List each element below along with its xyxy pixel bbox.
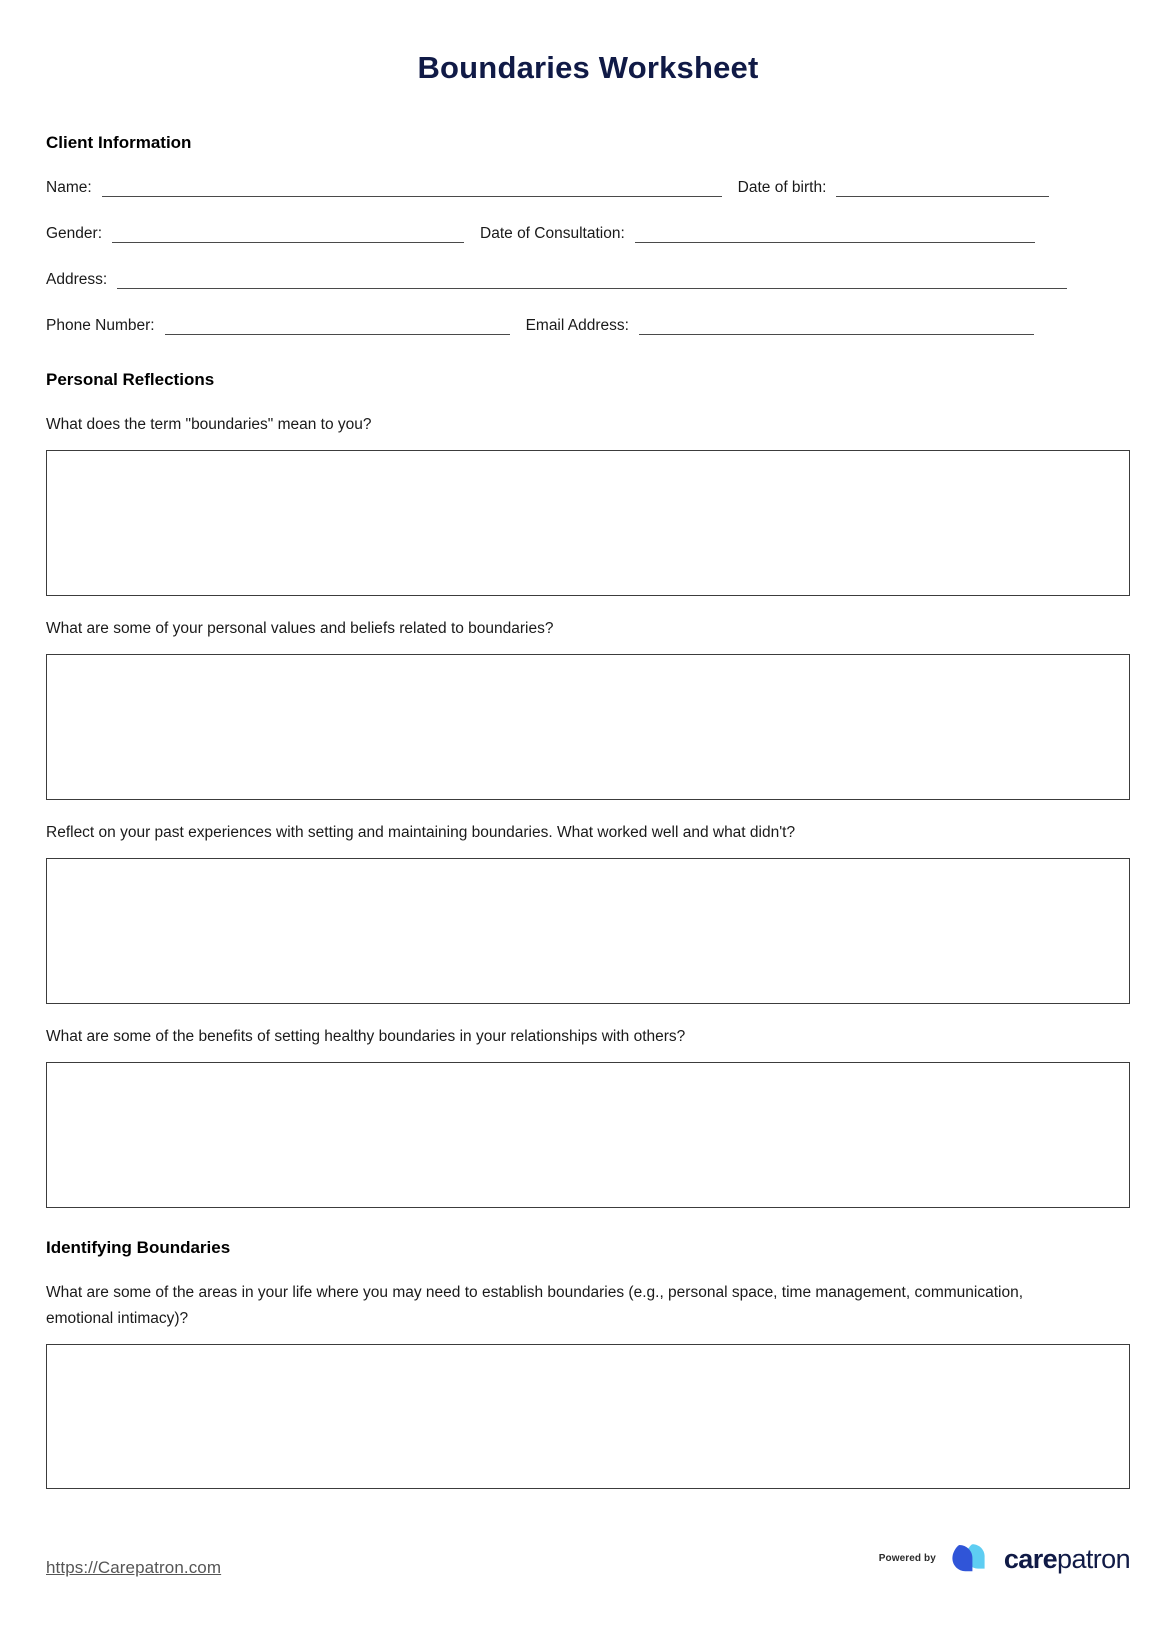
gender-input[interactable] — [112, 225, 464, 243]
powered-by-label: Powered by — [878, 1552, 936, 1564]
label-email-address: Email Address: — [525, 317, 629, 334]
carepatron-wordmark — [1004, 1544, 1130, 1575]
label-address: Address: — [46, 271, 108, 288]
question-label-2: What are some of your personal values and beliefs related to boundaries? — [46, 620, 554, 637]
footer — [46, 1542, 1130, 1578]
wordmark-care: care — [1003, 1543, 1058, 1574]
phone-number-input[interactable] — [165, 317, 510, 335]
label-date-of-birth: Date of birth: — [737, 179, 827, 196]
field-row-gender-consultation — [46, 221, 1130, 243]
answer-textarea-2[interactable] — [46, 654, 1130, 800]
field-row-name-dob — [46, 175, 1130, 197]
label-date-of-consultation: Date of Consultation: — [480, 225, 625, 242]
label-name: Name: — [46, 179, 92, 196]
email-address-input[interactable] — [639, 317, 1034, 335]
answer-textarea-4[interactable] — [46, 1062, 1130, 1208]
label-phone-number: Phone Number: — [46, 317, 155, 334]
carepatron-branding — [879, 1542, 1130, 1578]
date-of-consultation-input[interactable] — [635, 225, 1035, 243]
client-information-fields — [46, 175, 1130, 335]
question-label-1: What does the term "boundaries" mean to you? — [46, 416, 372, 433]
section-heading-client-information: Client Information — [46, 133, 192, 152]
name-input[interactable] — [102, 179, 722, 197]
date-of-birth-input[interactable] — [836, 179, 1049, 197]
address-input[interactable] — [117, 271, 1067, 289]
question-label-4: What are some of the benefits of setting healthy boundaries in your relationships with others? — [46, 1028, 686, 1045]
answer-textarea-5[interactable] — [46, 1344, 1130, 1489]
wordmark-patron: patron — [1057, 1543, 1130, 1574]
section-heading-personal-reflections: Personal Reflections — [46, 370, 215, 389]
carepatron-logo-icon — [946, 1542, 994, 1578]
answer-textarea-1[interactable] — [46, 450, 1130, 596]
field-row-phone-email — [46, 313, 1130, 335]
answer-textarea-3[interactable] — [46, 858, 1130, 1004]
page-title: Boundaries Worksheet — [417, 50, 759, 85]
field-row-address — [46, 267, 1130, 289]
label-gender: Gender: — [46, 225, 103, 242]
question-label-3: Reflect on your past experiences with setting and maintaining boundaries. What worked well and what didn't? — [46, 824, 796, 841]
section-heading-identifying-boundaries: Identifying Boundaries — [46, 1238, 231, 1257]
carepatron-website-link[interactable]: https://Carepatron.com — [46, 1558, 222, 1577]
question-label-5: What are some of the areas in your life where you may need to establish boundaries (e.g., personal space, time management, communication, emotional intimacy)? — [46, 1284, 1024, 1327]
